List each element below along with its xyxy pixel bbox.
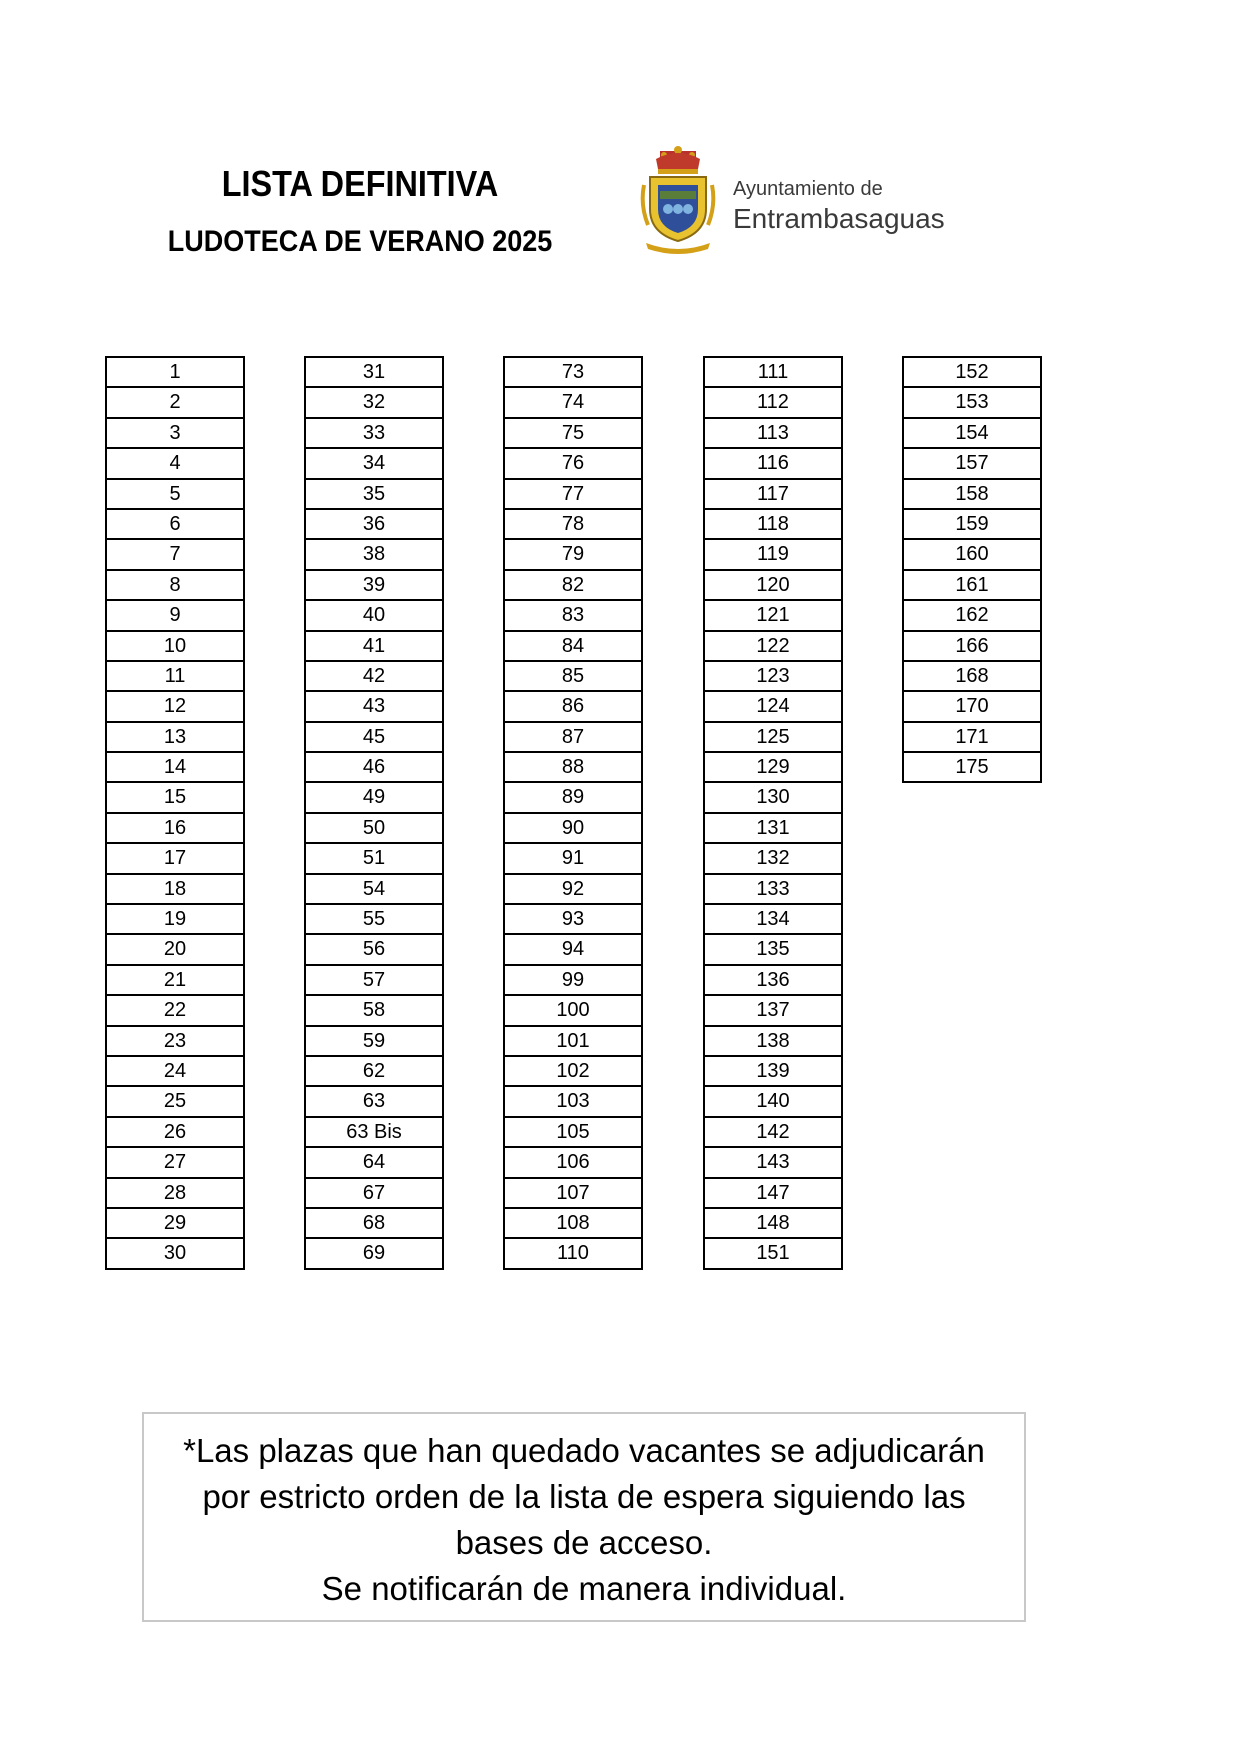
list-number-cell: 101 xyxy=(505,1027,641,1057)
list-number-cell: 113 xyxy=(705,419,841,449)
list-number-cell: 116 xyxy=(705,449,841,479)
list-number-cell: 24 xyxy=(107,1057,243,1087)
list-number-cell: 33 xyxy=(306,419,442,449)
list-number-cell: 87 xyxy=(505,723,641,753)
list-number-cell: 103 xyxy=(505,1087,641,1117)
list-number-cell: 151 xyxy=(705,1239,841,1269)
list-number-cell: 8 xyxy=(107,571,243,601)
page-subtitle: LUDOTECA DE VERANO 2025 xyxy=(167,225,553,258)
list-number-cell: 10 xyxy=(107,632,243,662)
list-number-cell: 121 xyxy=(705,601,841,631)
list-number-cell: 85 xyxy=(505,662,641,692)
list-number-cell: 134 xyxy=(705,905,841,935)
list-number-cell: 168 xyxy=(904,662,1040,692)
list-number-cell: 133 xyxy=(705,875,841,905)
list-number-cell: 79 xyxy=(505,540,641,570)
list-number-cell: 39 xyxy=(306,571,442,601)
list-number-cell: 74 xyxy=(505,388,641,418)
list-number-cell: 63 xyxy=(306,1087,442,1117)
list-number-cell: 82 xyxy=(505,571,641,601)
list-number-cell: 38 xyxy=(306,540,442,570)
list-number-cell: 148 xyxy=(705,1209,841,1239)
list-number-cell: 64 xyxy=(306,1148,442,1178)
list-number-cell: 137 xyxy=(705,996,841,1026)
list-number-cell: 90 xyxy=(505,814,641,844)
list-number-cell: 91 xyxy=(505,844,641,874)
municipality-logo xyxy=(638,145,968,255)
number-column-2 xyxy=(304,356,444,1270)
list-number-cell: 75 xyxy=(505,419,641,449)
list-number-cell: 175 xyxy=(904,753,1040,783)
list-number-cell: 73 xyxy=(505,358,641,388)
list-number-cell: 119 xyxy=(705,540,841,570)
number-column-3 xyxy=(503,356,643,1270)
list-number-cell: 166 xyxy=(904,632,1040,662)
list-number-cell: 99 xyxy=(505,966,641,996)
list-number-cell: 13 xyxy=(107,723,243,753)
list-number-cell: 153 xyxy=(904,388,1040,418)
list-number-cell: 143 xyxy=(705,1148,841,1178)
list-number-cell: 4 xyxy=(107,449,243,479)
list-number-cell: 21 xyxy=(107,966,243,996)
list-number-cell: 125 xyxy=(705,723,841,753)
list-number-cell: 58 xyxy=(306,996,442,1026)
list-number-cell: 2 xyxy=(107,388,243,418)
list-number-cell: 12 xyxy=(107,692,243,722)
list-number-cell: 68 xyxy=(306,1209,442,1239)
list-number-cell: 46 xyxy=(306,753,442,783)
list-number-cell: 9 xyxy=(107,601,243,631)
logo-line-1: Ayuntamiento de xyxy=(733,178,883,200)
list-number-cell: 63 Bis xyxy=(306,1118,442,1148)
list-number-cell: 157 xyxy=(904,449,1040,479)
logo-text xyxy=(733,177,945,235)
list-number-cell: 26 xyxy=(107,1118,243,1148)
list-number-cell: 67 xyxy=(306,1179,442,1209)
notice-line-2: por estricto orden de la lista de espera siguiendo las xyxy=(202,1478,966,1515)
list-number-cell: 35 xyxy=(306,480,442,510)
list-number-cell: 56 xyxy=(306,935,442,965)
list-number-cell: 111 xyxy=(705,358,841,388)
list-number-cell: 159 xyxy=(904,510,1040,540)
list-number-cell: 36 xyxy=(306,510,442,540)
list-number-cell: 57 xyxy=(306,966,442,996)
list-number-cell: 40 xyxy=(306,601,442,631)
list-number-cell: 107 xyxy=(505,1179,641,1209)
title-block xyxy=(90,162,630,264)
list-number-cell: 142 xyxy=(705,1118,841,1148)
list-number-cell: 147 xyxy=(705,1179,841,1209)
list-number-cell: 154 xyxy=(904,419,1040,449)
list-number-cell: 122 xyxy=(705,632,841,662)
list-number-cell: 54 xyxy=(306,875,442,905)
list-number-cell: 135 xyxy=(705,935,841,965)
list-number-cell: 132 xyxy=(705,844,841,874)
list-number-cell: 130 xyxy=(705,783,841,813)
notice-line-3: bases de acceso. xyxy=(455,1524,713,1561)
list-number-cell: 118 xyxy=(705,510,841,540)
list-number-cell: 55 xyxy=(306,905,442,935)
list-number-cell: 27 xyxy=(107,1148,243,1178)
list-number-cell: 14 xyxy=(107,753,243,783)
list-number-cell: 78 xyxy=(505,510,641,540)
list-number-cell: 34 xyxy=(306,449,442,479)
list-number-cell: 31 xyxy=(306,358,442,388)
list-number-cell: 112 xyxy=(705,388,841,418)
list-number-cell: 92 xyxy=(505,875,641,905)
list-number-cell: 16 xyxy=(107,814,243,844)
list-number-cell: 89 xyxy=(505,783,641,813)
list-number-cell: 129 xyxy=(705,753,841,783)
logo-line-2: Entrambasaguas xyxy=(733,203,945,234)
list-number-cell: 45 xyxy=(306,723,442,753)
list-number-cell: 161 xyxy=(904,571,1040,601)
number-column-1 xyxy=(105,356,245,1270)
list-number-cell: 93 xyxy=(505,905,641,935)
list-number-cell: 25 xyxy=(107,1087,243,1117)
list-number-cell: 100 xyxy=(505,996,641,1026)
list-number-cell: 170 xyxy=(904,692,1040,722)
list-number-cell: 49 xyxy=(306,783,442,813)
notice-line-4: Se notificarán de manera individual. xyxy=(321,1570,847,1607)
list-number-cell: 15 xyxy=(107,783,243,813)
list-number-cell: 17 xyxy=(107,844,243,874)
list-number-cell: 102 xyxy=(505,1057,641,1087)
page-title: LISTA DEFINITIVA xyxy=(221,163,499,204)
number-column-4 xyxy=(703,356,843,1270)
list-number-cell: 41 xyxy=(306,632,442,662)
vacancy-notice xyxy=(142,1412,1026,1622)
list-number-cell: 77 xyxy=(505,480,641,510)
list-number-cell: 19 xyxy=(107,905,243,935)
list-number-cell: 50 xyxy=(306,814,442,844)
list-number-cell: 3 xyxy=(107,419,243,449)
list-number-cell: 162 xyxy=(904,601,1040,631)
list-number-cell: 59 xyxy=(306,1027,442,1057)
list-number-cell: 23 xyxy=(107,1027,243,1057)
list-number-cell: 11 xyxy=(107,662,243,692)
list-number-cell: 117 xyxy=(705,480,841,510)
list-number-cell: 110 xyxy=(505,1239,641,1269)
list-number-cell: 1 xyxy=(107,358,243,388)
list-number-cell: 106 xyxy=(505,1148,641,1178)
list-number-cell: 5 xyxy=(107,480,243,510)
list-number-cell: 88 xyxy=(505,753,641,783)
list-number-cell: 105 xyxy=(505,1118,641,1148)
list-number-cell: 108 xyxy=(505,1209,641,1239)
list-number-cell: 83 xyxy=(505,601,641,631)
list-number-cell: 123 xyxy=(705,662,841,692)
list-number-cell: 51 xyxy=(306,844,442,874)
list-number-cell: 42 xyxy=(306,662,442,692)
list-number-cell: 160 xyxy=(904,540,1040,570)
list-number-cell: 62 xyxy=(306,1057,442,1087)
list-number-cell: 6 xyxy=(107,510,243,540)
list-number-cell: 140 xyxy=(705,1087,841,1117)
list-number-cell: 84 xyxy=(505,632,641,662)
list-number-cell: 22 xyxy=(107,996,243,1026)
list-number-cell: 138 xyxy=(705,1027,841,1057)
coat-of-arms-icon xyxy=(638,145,718,255)
list-number-cell: 94 xyxy=(505,935,641,965)
list-number-cell: 158 xyxy=(904,480,1040,510)
list-number-cell: 28 xyxy=(107,1179,243,1209)
list-number-cell: 32 xyxy=(306,388,442,418)
number-column-5 xyxy=(902,356,1042,783)
list-number-cell: 76 xyxy=(505,449,641,479)
list-number-cell: 7 xyxy=(107,540,243,570)
list-number-cell: 43 xyxy=(306,692,442,722)
list-number-cell: 120 xyxy=(705,571,841,601)
list-number-cell: 136 xyxy=(705,966,841,996)
list-number-cell: 171 xyxy=(904,723,1040,753)
list-number-cell: 131 xyxy=(705,814,841,844)
list-number-cell: 18 xyxy=(107,875,243,905)
list-number-cell: 69 xyxy=(306,1239,442,1269)
list-number-cell: 124 xyxy=(705,692,841,722)
list-number-cell: 86 xyxy=(505,692,641,722)
list-number-cell: 152 xyxy=(904,358,1040,388)
notice-line-1: *Las plazas que han quedado vacantes se adjudicarán xyxy=(183,1432,985,1469)
list-number-cell: 20 xyxy=(107,935,243,965)
list-number-cell: 29 xyxy=(107,1209,243,1239)
list-number-cell: 30 xyxy=(107,1239,243,1269)
list-number-cell: 139 xyxy=(705,1057,841,1087)
